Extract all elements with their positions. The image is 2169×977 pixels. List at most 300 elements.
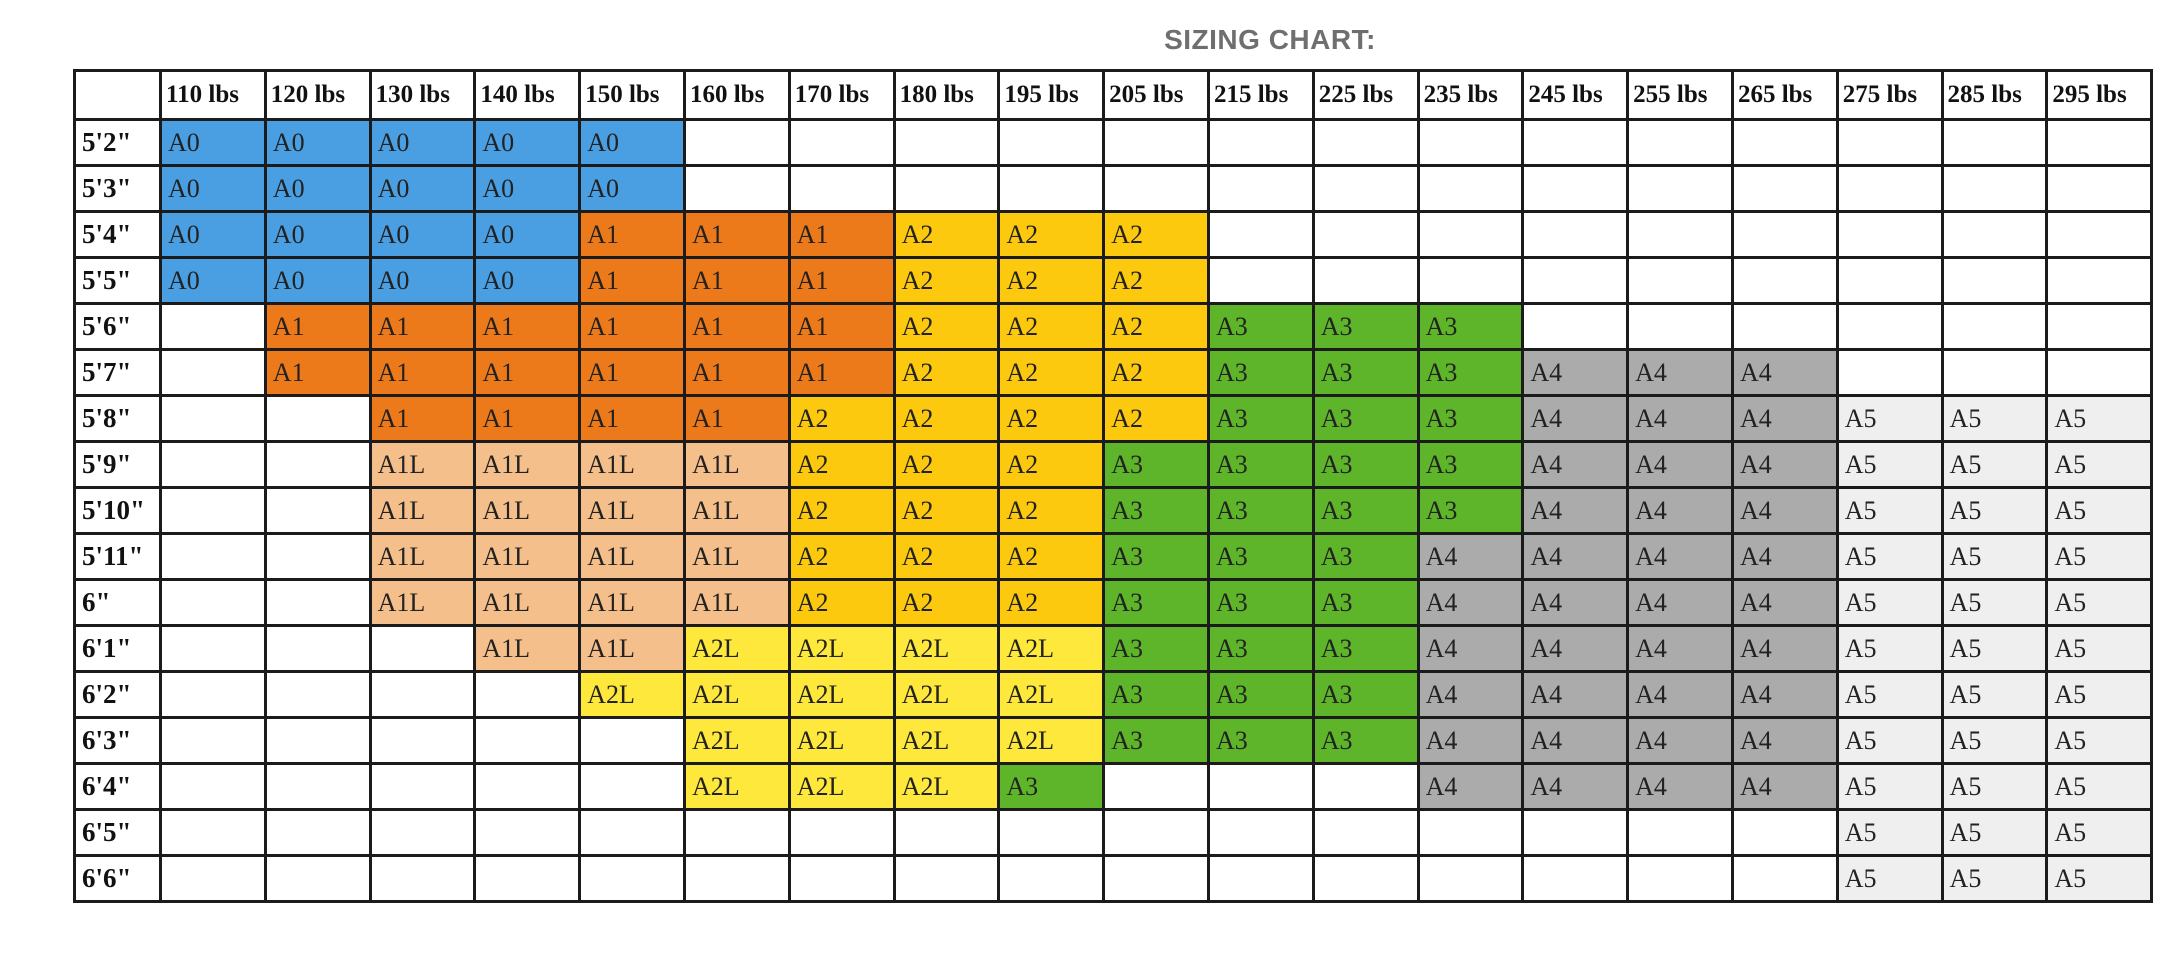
empty-cell (370, 764, 475, 810)
size-cell: A2L (789, 764, 894, 810)
size-cell: A3 (1104, 672, 1209, 718)
sizing-chart-table (73, 69, 2153, 903)
empty-cell (475, 856, 580, 902)
empty-cell (684, 166, 789, 212)
empty-cell (1313, 764, 1418, 810)
empty-cell (1628, 166, 1733, 212)
size-cell: A5 (2047, 626, 2152, 672)
empty-cell (580, 718, 685, 764)
height-label: 6'4" (75, 764, 161, 810)
empty-cell (1732, 304, 1837, 350)
size-cell: A5 (2047, 764, 2152, 810)
weight-header: 215 lbs (1208, 71, 1313, 120)
height-label: 5'4" (75, 212, 161, 258)
empty-cell (580, 856, 685, 902)
height-label: 5'5" (75, 258, 161, 304)
height-label: 6'3" (75, 718, 161, 764)
size-cell: A5 (2047, 672, 2152, 718)
size-cell: A1L (580, 442, 685, 488)
size-cell: A3 (1104, 718, 1209, 764)
empty-cell (1628, 212, 1733, 258)
size-cell: A5 (2047, 856, 2152, 902)
weight-header: 285 lbs (1942, 71, 2047, 120)
size-cell: A3 (1208, 626, 1313, 672)
weight-header: 160 lbs (684, 71, 789, 120)
empty-cell (1523, 120, 1628, 166)
empty-cell (1418, 212, 1523, 258)
size-cell: A3 (1418, 442, 1523, 488)
empty-cell (370, 856, 475, 902)
size-cell: A5 (1942, 580, 2047, 626)
size-cell: A2 (999, 258, 1104, 304)
size-cell: A1L (580, 580, 685, 626)
empty-cell (1837, 304, 1942, 350)
size-cell: A5 (2047, 396, 2152, 442)
size-cell: A1L (580, 488, 685, 534)
size-cell: A3 (1104, 626, 1209, 672)
empty-cell (2047, 258, 2152, 304)
size-cell: A2 (789, 442, 894, 488)
empty-cell (1837, 212, 1942, 258)
size-cell: A0 (475, 258, 580, 304)
size-cell: A2L (684, 764, 789, 810)
size-cell: A1L (580, 534, 685, 580)
size-cell: A1L (475, 626, 580, 672)
size-cell: A2L (789, 672, 894, 718)
size-cell: A4 (1523, 350, 1628, 396)
size-cell: A1 (684, 350, 789, 396)
empty-cell (265, 580, 370, 626)
size-cell: A4 (1418, 534, 1523, 580)
empty-cell (1418, 166, 1523, 212)
size-cell: A2L (999, 672, 1104, 718)
height-label: 5'6" (75, 304, 161, 350)
empty-cell (789, 810, 894, 856)
empty-cell (1732, 120, 1837, 166)
empty-cell (999, 120, 1104, 166)
size-cell: A3 (1208, 580, 1313, 626)
size-cell: A2L (894, 764, 999, 810)
size-cell: A0 (370, 212, 475, 258)
size-cell: A3 (1313, 396, 1418, 442)
size-cell: A1 (789, 304, 894, 350)
empty-cell (161, 304, 266, 350)
empty-cell (580, 810, 685, 856)
size-cell: A5 (2047, 442, 2152, 488)
size-cell: A3 (1104, 488, 1209, 534)
empty-cell (1313, 810, 1418, 856)
size-cell: A2 (894, 212, 999, 258)
size-cell: A4 (1628, 350, 1733, 396)
size-cell: A4 (1628, 580, 1733, 626)
empty-cell (1208, 212, 1313, 258)
empty-cell (1313, 856, 1418, 902)
size-cell: A3 (1313, 534, 1418, 580)
size-cell: A3 (1313, 626, 1418, 672)
height-label: 5'2" (75, 120, 161, 166)
empty-cell (2047, 350, 2152, 396)
size-cell: A4 (1523, 626, 1628, 672)
height-label: 5'7" (75, 350, 161, 396)
empty-cell (789, 856, 894, 902)
size-cell: A1 (475, 396, 580, 442)
size-cell: A2 (1104, 258, 1209, 304)
size-cell: A0 (475, 166, 580, 212)
size-cell: A1L (684, 534, 789, 580)
size-cell: A1L (475, 534, 580, 580)
size-cell: A0 (161, 120, 266, 166)
size-cell: A2 (894, 304, 999, 350)
size-cell: A0 (370, 166, 475, 212)
size-cell: A1 (684, 304, 789, 350)
size-cell: A3 (1208, 442, 1313, 488)
table-row (75, 166, 2152, 212)
size-cell: A2 (1104, 212, 1209, 258)
table-row (75, 534, 2152, 580)
empty-cell (789, 166, 894, 212)
size-cell: A5 (1837, 810, 1942, 856)
empty-cell (161, 396, 266, 442)
empty-cell (370, 672, 475, 718)
size-cell: A4 (1523, 580, 1628, 626)
size-cell: A1L (475, 580, 580, 626)
size-cell: A3 (1208, 534, 1313, 580)
empty-cell (1942, 166, 2047, 212)
size-cell: A1 (475, 304, 580, 350)
size-cell: A2L (999, 718, 1104, 764)
size-cell: A2 (789, 580, 894, 626)
empty-cell (1104, 166, 1209, 212)
size-cell: A3 (1208, 718, 1313, 764)
size-cell: A2L (894, 672, 999, 718)
height-label: 5'11" (75, 534, 161, 580)
empty-cell (789, 120, 894, 166)
empty-cell (1208, 856, 1313, 902)
size-cell: A4 (1628, 672, 1733, 718)
empty-cell (475, 672, 580, 718)
size-cell: A4 (1732, 580, 1837, 626)
size-cell: A0 (580, 120, 685, 166)
empty-cell (370, 718, 475, 764)
size-cell: A1 (684, 212, 789, 258)
size-cell: A2 (789, 488, 894, 534)
size-cell: A5 (1942, 764, 2047, 810)
size-cell: A4 (1732, 442, 1837, 488)
empty-cell (161, 534, 266, 580)
table-row (75, 258, 2152, 304)
size-cell: A2L (789, 718, 894, 764)
size-cell: A5 (2047, 718, 2152, 764)
weight-header-row (75, 71, 2152, 120)
empty-cell (475, 810, 580, 856)
size-cell: A3 (1313, 442, 1418, 488)
empty-cell (684, 810, 789, 856)
size-cell: A2 (894, 488, 999, 534)
table-row (75, 304, 2152, 350)
size-cell: A0 (265, 212, 370, 258)
empty-cell (2047, 166, 2152, 212)
size-cell: A2L (789, 626, 894, 672)
empty-cell (370, 626, 475, 672)
size-cell: A5 (1837, 580, 1942, 626)
size-cell: A4 (1732, 626, 1837, 672)
size-cell: A1 (475, 350, 580, 396)
size-cell: A5 (1942, 442, 2047, 488)
size-cell: A4 (1732, 672, 1837, 718)
empty-cell (1313, 212, 1418, 258)
empty-cell (684, 120, 789, 166)
weight-header: 180 lbs (894, 71, 999, 120)
empty-cell (1104, 810, 1209, 856)
size-cell: A2 (894, 442, 999, 488)
size-cell: A5 (1942, 396, 2047, 442)
size-cell: A5 (1942, 856, 2047, 902)
size-cell: A5 (1942, 810, 2047, 856)
size-cell: A5 (1837, 488, 1942, 534)
size-cell: A4 (1418, 718, 1523, 764)
empty-cell (1523, 810, 1628, 856)
size-cell: A5 (1837, 718, 1942, 764)
empty-cell (2047, 120, 2152, 166)
empty-cell (1208, 258, 1313, 304)
size-cell: A2 (894, 580, 999, 626)
empty-cell (1942, 258, 2047, 304)
size-cell: A2 (999, 396, 1104, 442)
empty-cell (1208, 120, 1313, 166)
size-cell: A5 (2047, 580, 2152, 626)
size-cell: A3 (1104, 442, 1209, 488)
empty-cell (1732, 166, 1837, 212)
empty-cell (1523, 166, 1628, 212)
empty-cell (1418, 258, 1523, 304)
size-cell: A4 (1628, 718, 1733, 764)
size-cell: A1 (789, 212, 894, 258)
size-cell: A4 (1523, 718, 1628, 764)
empty-cell (1837, 258, 1942, 304)
table-row (75, 350, 2152, 396)
table-row (75, 764, 2152, 810)
empty-cell (161, 764, 266, 810)
size-cell: A5 (2047, 534, 2152, 580)
size-cell: A5 (1837, 534, 1942, 580)
empty-cell (161, 718, 266, 764)
table-row (75, 396, 2152, 442)
table-row (75, 212, 2152, 258)
empty-cell (999, 810, 1104, 856)
weight-header: 140 lbs (475, 71, 580, 120)
table-row (75, 626, 2152, 672)
empty-cell (1523, 212, 1628, 258)
size-cell: A4 (1418, 626, 1523, 672)
empty-cell (1523, 304, 1628, 350)
size-cell: A2 (789, 534, 894, 580)
empty-cell (894, 856, 999, 902)
weight-header: 195 lbs (999, 71, 1104, 120)
empty-cell (1628, 120, 1733, 166)
empty-cell (1942, 350, 2047, 396)
size-cell: A1 (789, 350, 894, 396)
size-cell: A1 (370, 350, 475, 396)
table-row (75, 718, 2152, 764)
table-row (75, 442, 2152, 488)
size-cell: A1 (684, 258, 789, 304)
height-label: 6'6" (75, 856, 161, 902)
size-cell: A3 (1313, 580, 1418, 626)
size-cell: A4 (1628, 442, 1733, 488)
size-cell: A1L (684, 580, 789, 626)
empty-cell (1418, 856, 1523, 902)
size-cell: A1 (684, 396, 789, 442)
empty-cell (265, 856, 370, 902)
size-cell: A4 (1523, 764, 1628, 810)
size-cell: A5 (1942, 672, 2047, 718)
empty-cell (161, 672, 266, 718)
height-label: 6'2" (75, 672, 161, 718)
empty-cell (1628, 258, 1733, 304)
empty-cell (1313, 258, 1418, 304)
size-cell: A3 (1418, 488, 1523, 534)
size-cell: A1 (580, 304, 685, 350)
empty-cell (1942, 304, 2047, 350)
size-cell: A1 (580, 350, 685, 396)
size-cell: A4 (1732, 534, 1837, 580)
size-cell: A3 (1313, 304, 1418, 350)
empty-cell (265, 442, 370, 488)
size-cell: A4 (1628, 488, 1733, 534)
size-cell: A1 (580, 258, 685, 304)
weight-header: 275 lbs (1837, 71, 1942, 120)
empty-cell (475, 718, 580, 764)
size-cell: A3 (1104, 580, 1209, 626)
table-row (75, 120, 2152, 166)
size-cell: A3 (999, 764, 1104, 810)
size-cell: A2 (894, 258, 999, 304)
size-cell: A2 (999, 488, 1104, 534)
empty-cell (1208, 166, 1313, 212)
size-cell: A2 (894, 534, 999, 580)
weight-header: 245 lbs (1523, 71, 1628, 120)
size-cell: A5 (1942, 534, 2047, 580)
empty-cell (265, 718, 370, 764)
size-cell: A1 (580, 212, 685, 258)
size-cell: A5 (1942, 718, 2047, 764)
size-cell: A3 (1418, 304, 1523, 350)
empty-cell (265, 672, 370, 718)
size-cell: A0 (161, 166, 266, 212)
size-cell: A4 (1732, 488, 1837, 534)
empty-cell (370, 810, 475, 856)
weight-header: 150 lbs (580, 71, 685, 120)
size-cell: A5 (2047, 810, 2152, 856)
empty-cell (1732, 810, 1837, 856)
size-cell: A2 (1104, 350, 1209, 396)
weight-header: 120 lbs (265, 71, 370, 120)
size-cell: A1L (370, 534, 475, 580)
empty-cell (161, 442, 266, 488)
size-cell: A2 (1104, 396, 1209, 442)
size-cell: A4 (1732, 350, 1837, 396)
empty-cell (999, 856, 1104, 902)
size-cell: A2 (894, 350, 999, 396)
size-cell: A4 (1628, 764, 1733, 810)
size-cell: A0 (161, 258, 266, 304)
corner-cell (75, 71, 161, 120)
weight-header: 170 lbs (789, 71, 894, 120)
chart-body (75, 120, 2152, 902)
size-cell: A2 (1104, 304, 1209, 350)
size-cell: A2L (684, 672, 789, 718)
height-label: 5'3" (75, 166, 161, 212)
empty-cell (1732, 258, 1837, 304)
table-row (75, 856, 2152, 902)
weight-header: 205 lbs (1104, 71, 1209, 120)
height-label: 6'5" (75, 810, 161, 856)
size-cell: A4 (1523, 396, 1628, 442)
empty-cell (2047, 212, 2152, 258)
size-cell: A2 (999, 212, 1104, 258)
empty-cell (265, 396, 370, 442)
size-cell: A3 (1208, 396, 1313, 442)
size-cell: A1L (475, 488, 580, 534)
size-cell: A0 (475, 120, 580, 166)
empty-cell (1104, 856, 1209, 902)
size-cell: A5 (1837, 626, 1942, 672)
table-row (75, 488, 2152, 534)
size-cell: A1 (370, 304, 475, 350)
size-cell: A0 (265, 120, 370, 166)
size-cell: A5 (1837, 764, 1942, 810)
size-cell: A4 (1418, 580, 1523, 626)
size-cell: A1L (370, 442, 475, 488)
empty-cell (1104, 764, 1209, 810)
empty-cell (161, 488, 266, 534)
empty-cell (475, 764, 580, 810)
size-cell: A4 (1523, 442, 1628, 488)
weight-header: 235 lbs (1418, 71, 1523, 120)
empty-cell (1837, 120, 1942, 166)
empty-cell (2047, 304, 2152, 350)
size-cell: A5 (1942, 488, 2047, 534)
size-cell: A0 (265, 258, 370, 304)
weight-header: 255 lbs (1628, 71, 1733, 120)
empty-cell (1837, 166, 1942, 212)
height-label: 6" (75, 580, 161, 626)
size-cell: A0 (370, 258, 475, 304)
empty-cell (1104, 120, 1209, 166)
empty-cell (1942, 120, 2047, 166)
size-cell: A1 (370, 396, 475, 442)
weight-header: 265 lbs (1732, 71, 1837, 120)
size-cell: A3 (1418, 350, 1523, 396)
size-cell: A4 (1628, 534, 1733, 580)
empty-cell (1523, 856, 1628, 902)
empty-cell (1837, 350, 1942, 396)
size-cell: A0 (475, 212, 580, 258)
weight-header: 295 lbs (2047, 71, 2152, 120)
size-cell: A4 (1418, 672, 1523, 718)
empty-cell (894, 166, 999, 212)
size-cell: A3 (1104, 534, 1209, 580)
size-cell: A2 (999, 442, 1104, 488)
empty-cell (1628, 856, 1733, 902)
size-cell: A1L (475, 442, 580, 488)
size-cell: A4 (1523, 488, 1628, 534)
size-cell: A4 (1732, 764, 1837, 810)
size-cell: A3 (1313, 718, 1418, 764)
empty-cell (161, 350, 266, 396)
size-cell: A4 (1732, 718, 1837, 764)
size-cell: A5 (1942, 626, 2047, 672)
